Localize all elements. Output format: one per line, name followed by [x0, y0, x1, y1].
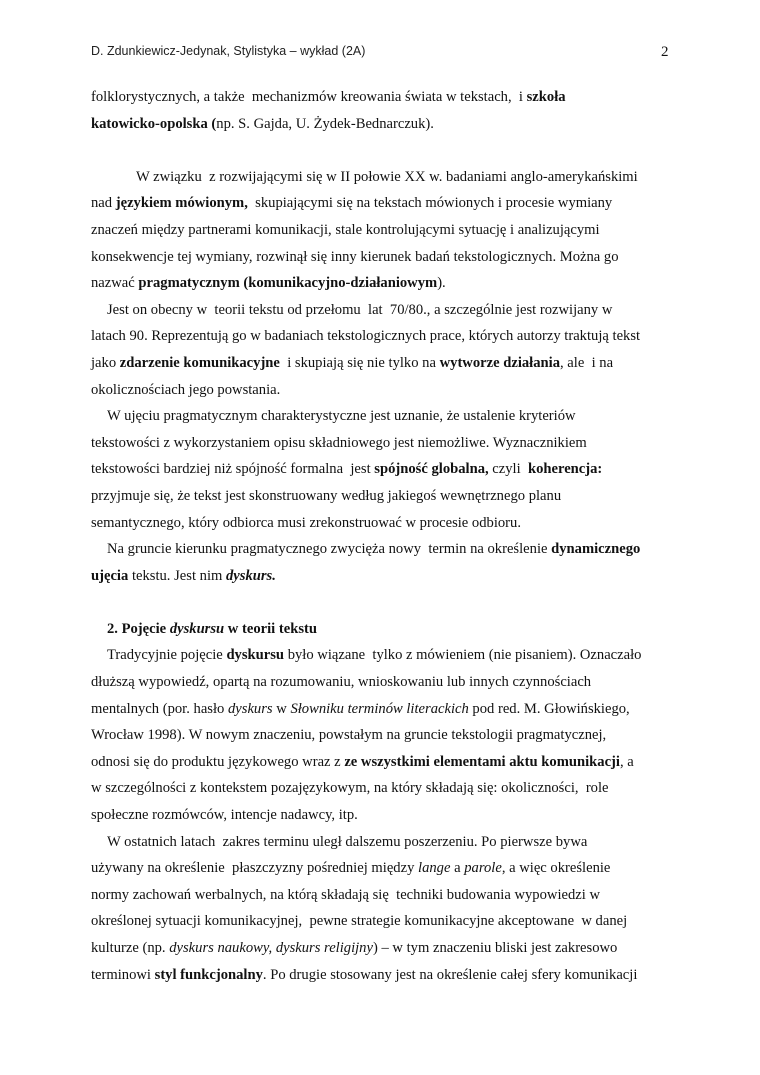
- paragraph-gap: [91, 589, 671, 616]
- text-run: tekstu. Jest nim: [128, 567, 226, 584]
- bold-term: językiem mówionym,: [115, 195, 248, 212]
- text-run: jako: [91, 354, 120, 371]
- text-line: [91, 775, 671, 802]
- text-run: pod red. M. Głowińskiego,: [468, 700, 630, 717]
- text-run: ).: [437, 275, 446, 292]
- text-line: [91, 642, 671, 669]
- bold-term: wytworze działania: [439, 354, 560, 371]
- text-line: [91, 190, 671, 217]
- italic-term: dyskurs: [228, 700, 273, 717]
- text-line: [91, 297, 671, 324]
- text-run: było wiązane tylko z mówieniem (nie pisaniem). Oznaczało: [284, 647, 642, 664]
- bold-term: szkoła: [526, 89, 566, 105]
- italic-term: Słowniku terminów literackich: [290, 700, 469, 717]
- italic-term: lange: [418, 860, 451, 877]
- bold-term: katowicko-opolska (: [91, 115, 217, 132]
- text-run: okolicznościach jego powstania.: [91, 381, 281, 398]
- text-line: [91, 563, 671, 590]
- text-run: Tradycyjnie pojęcie: [107, 647, 227, 664]
- text-line: [91, 84, 671, 111]
- text-line: [91, 882, 671, 909]
- text-run: Wrocław 1998). W nowym znaczeniu, powstałym na gruncie tekstologii pragmatycznej,: [91, 727, 607, 744]
- bold-term: ze wszystkimi elementami aktu komunikacji: [344, 753, 620, 770]
- text-line: [91, 908, 671, 935]
- text-run: używany na określenie płaszczyzny pośredniej między: [91, 860, 419, 877]
- text-line: [91, 696, 671, 723]
- text-run: nad: [91, 195, 116, 212]
- text-run: Jest on obecny w teorii tekstu od przełomu lat 70/80., a szczególnie jest rozwijany w: [107, 301, 613, 318]
- text-run: , a: [619, 753, 634, 770]
- text-run: normy zachowań werbalnych, na którą składają się techniki budowania wypowiedzi w: [91, 886, 600, 903]
- text-run: czyli: [488, 461, 528, 478]
- text-line: [91, 111, 671, 138]
- text-line: [91, 722, 671, 749]
- text-run: np. S. Gajda, U. Żydek-Bednarczuk).: [216, 115, 434, 132]
- text-run: w szczególności z kontekstem pozajęzykowym, na który składają się: okoliczności, role: [91, 780, 609, 797]
- text-line: [91, 270, 671, 297]
- page-number: 2: [661, 44, 669, 60]
- bold-term: zdarzenie komunikacyjne: [119, 354, 280, 371]
- text-line: [91, 323, 671, 350]
- text-line: [91, 962, 671, 989]
- text-run: kulturze (np.: [91, 940, 170, 956]
- text-run: W ujęciu pragmatycznym charakterystyczne jest uznanie, że ustalenie kryteriów: [107, 408, 576, 425]
- text-run: . Po drugie stosowany jest na określenie całej sfery komunikacji: [262, 966, 638, 983]
- text-line: [91, 244, 671, 271]
- text-run: społeczne rozmówców, intencje nadawcy, itp.: [91, 807, 358, 824]
- bold-italic-term: dyskursu: [169, 620, 225, 637]
- text-run: mentalnych (por. hasło: [91, 700, 228, 717]
- bold-term: styl funkcjonalny: [154, 966, 263, 983]
- text-line: [91, 403, 671, 430]
- text-line: [91, 217, 671, 244]
- text-run: odnosi się do produktu językowego wraz z: [91, 753, 345, 770]
- text-line: [91, 749, 671, 776]
- text-run: nazwać: [91, 275, 139, 292]
- bold-term: ujęcia: [91, 567, 129, 584]
- text-line: [91, 935, 671, 962]
- text-run: semantycznego, który odbiorca musi zrekonstruować w procesie odbioru.: [91, 514, 521, 531]
- bold-term: dynamicznego: [551, 541, 641, 558]
- text-run: , ale i na: [560, 354, 614, 371]
- text-run: W ostatnich latach zakres terminu uległ dalszemu poszerzeniu. Po pierwsze bywa: [107, 833, 588, 850]
- text-run: dłuższą wypowiedź, opartą na rozumowaniu, wnioskowaniu lub innych czynnościach: [91, 674, 592, 691]
- text-run: i skupiają się nie tylko na: [279, 354, 440, 371]
- text-line: [91, 829, 671, 856]
- text-run: , a więc określenie: [501, 860, 611, 877]
- text-line: [91, 802, 671, 829]
- text-run: folklorystycznych, a także mechanizmów kreowania świata w tekstach, i: [91, 89, 527, 105]
- text-run: latach 90. Reprezentują go w badaniach tekstologicznych prace, których autorzy traktują tekst: [91, 328, 641, 345]
- bold-term: w teorii tekstu: [224, 620, 317, 637]
- text-line: [91, 456, 671, 483]
- text-line: [91, 536, 671, 563]
- italic-term: dyskurs naukowy, dyskurs religijny: [169, 940, 373, 956]
- text-run: Na gruncie kierunku pragmatycznego zwycięża nowy termin na określenie: [107, 541, 552, 558]
- bold-term: spójność globalna,: [374, 461, 489, 478]
- text-line: [91, 855, 671, 882]
- bold-term: dyskursu: [226, 647, 285, 664]
- running-header: D. Zdunkiewicz-Jedynak, Stylistyka – wykład (2A): [91, 44, 366, 58]
- text-line: [91, 164, 671, 191]
- text-run: a: [450, 860, 465, 877]
- italic-term: parole: [464, 860, 502, 877]
- document-body: [91, 84, 671, 988]
- bold-term: pragmatycznym (komunikacyjno-działaniowym: [138, 275, 438, 292]
- text-line: [91, 483, 671, 510]
- text-line: [91, 430, 671, 457]
- text-run: terminowi: [91, 966, 155, 983]
- text-run: określonej sytuacji komunikacyjnej, pewne strategie komunikacyjne akceptowane w danej: [91, 913, 628, 930]
- text-line: [91, 377, 671, 404]
- text-run: przyjmuje się, że tekst jest skonstruowany według jakiegoś wewnętrznego planu: [91, 487, 562, 504]
- paragraph-gap: [91, 137, 671, 164]
- section-heading: [91, 616, 671, 643]
- bold-term: koherencja:: [527, 461, 603, 478]
- text-line: [91, 350, 671, 377]
- text-run: w: [272, 700, 291, 717]
- text-run: W związku z rozwijającymi się w II połowie XX w. badaniami anglo-amerykańskimi: [136, 168, 638, 185]
- text-run: tekstowości z wykorzystaniem opisu składniowego jest niemożliwe. Wyznacznikiem: [91, 434, 587, 451]
- text-run: tekstowości bardziej niż spójność formalna jest: [91, 461, 375, 478]
- text-line: [91, 669, 671, 696]
- text-run: skupiającymi się na tekstach mówionych i procesie wymiany: [247, 195, 613, 212]
- text-run: ) – w tym znaczeniu bliski jest zakresowo: [372, 940, 618, 956]
- text-run: konsekwencje tej wymiany, rozwinął się inny kierunek badań tekstologicznych. Można go: [91, 248, 619, 265]
- bold-term: 2. Pojęcie: [107, 620, 170, 637]
- bold-italic-term: dyskurs.: [226, 567, 276, 584]
- text-run: znaczeń między partnerami komunikacji, stale kontrolującymi sytuację i analizującymi: [91, 221, 600, 238]
- text-line: [91, 510, 671, 537]
